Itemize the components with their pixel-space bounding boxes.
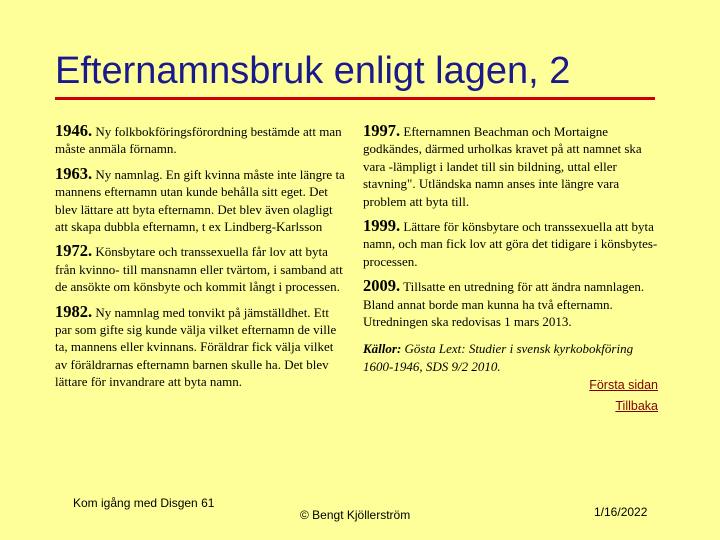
source-label: Källor: xyxy=(363,341,402,357)
entry-year: 1972. xyxy=(55,241,93,261)
entry-year: 1946. xyxy=(55,121,93,140)
first-page-link[interactable]: Första sidan xyxy=(589,378,658,393)
entry-text: Ny folkbokföringsförordning bestämde att man måste anmäla förnamn. xyxy=(55,124,342,157)
footer-left: Kom igång med Disgen 61 xyxy=(73,496,215,510)
entry-text: Könsbytare och transsexuella får lov att byta från kvinno- till mansnamn eller tvärtom, i samband att de ansökte om könsbyte och kommit långt i processen. xyxy=(55,244,343,295)
slide-title: Efternamnsbruk enligt lagen, 2 xyxy=(55,50,571,92)
right-column xyxy=(363,122,658,417)
entry-text: Lättare för könsbytare och transsexuella att byta namn, och man fick lov att göra det tidigare i könsbytes-processen. xyxy=(363,219,658,269)
entry-year: 2009. xyxy=(363,276,401,296)
footer-copyright: © Bengt Kjöllerström xyxy=(300,508,411,522)
entry-1997 xyxy=(363,122,658,210)
title-underline xyxy=(55,97,655,100)
left-column xyxy=(55,122,345,398)
footer-date: 1/16/2022 xyxy=(594,505,648,519)
entry-1972 xyxy=(55,242,345,295)
entry-1963 xyxy=(55,165,345,236)
entry-text: Efternamnen Beachman och Mortaigne godkändes, därmed urholkas kravet på att namnet ska vara -lämpligt i landet till sin bildning, uttal eller stavning". Utländska namn anses inte längre vara problem att byta till. xyxy=(363,124,642,209)
entry-year: 1997. xyxy=(363,121,401,140)
entry-text: Tillsatte en utredning för att ändra namnlagen. Bland annat borde man kunna ha två efternamn. Utredningen ska redovisas 1 mars 2013. xyxy=(363,279,645,330)
entry-year: 1963. xyxy=(55,163,93,183)
entry-text: Ny namnlag med tonvikt på jämställdhet. Ett par som gifte sig kunde välja vilket efternamn de ville ta, mannens eller kvinnans. Föräldrar fick välja vilket av föräldrarnas efternamn barnen skulle ha. Det blev lättare för invandrare att byta namn. xyxy=(55,304,337,390)
source-note xyxy=(363,340,658,375)
entry-year: 1982. xyxy=(55,301,93,321)
entry-1999 xyxy=(363,217,658,270)
entry-year: 1999. xyxy=(363,216,401,236)
back-link[interactable]: Tillbaka xyxy=(615,399,658,414)
entry-1982 xyxy=(55,303,345,391)
entry-2009 xyxy=(363,277,658,330)
entry-text: Ny namnlag. En gift kvinna måste inte längre ta mannens efternamn utan kunde behålla sitt eget. Det blev lättare att byta efternamn. Det blev även olagligt att skapa dubbla efternamn, t ex Lindberg-Karlsson xyxy=(55,166,345,235)
entry-1946 xyxy=(55,122,345,158)
source-text: Gösta Lext: Studier i svensk kyrkobokföring 1600-1946, SDS 9/2 2010. xyxy=(363,341,634,374)
